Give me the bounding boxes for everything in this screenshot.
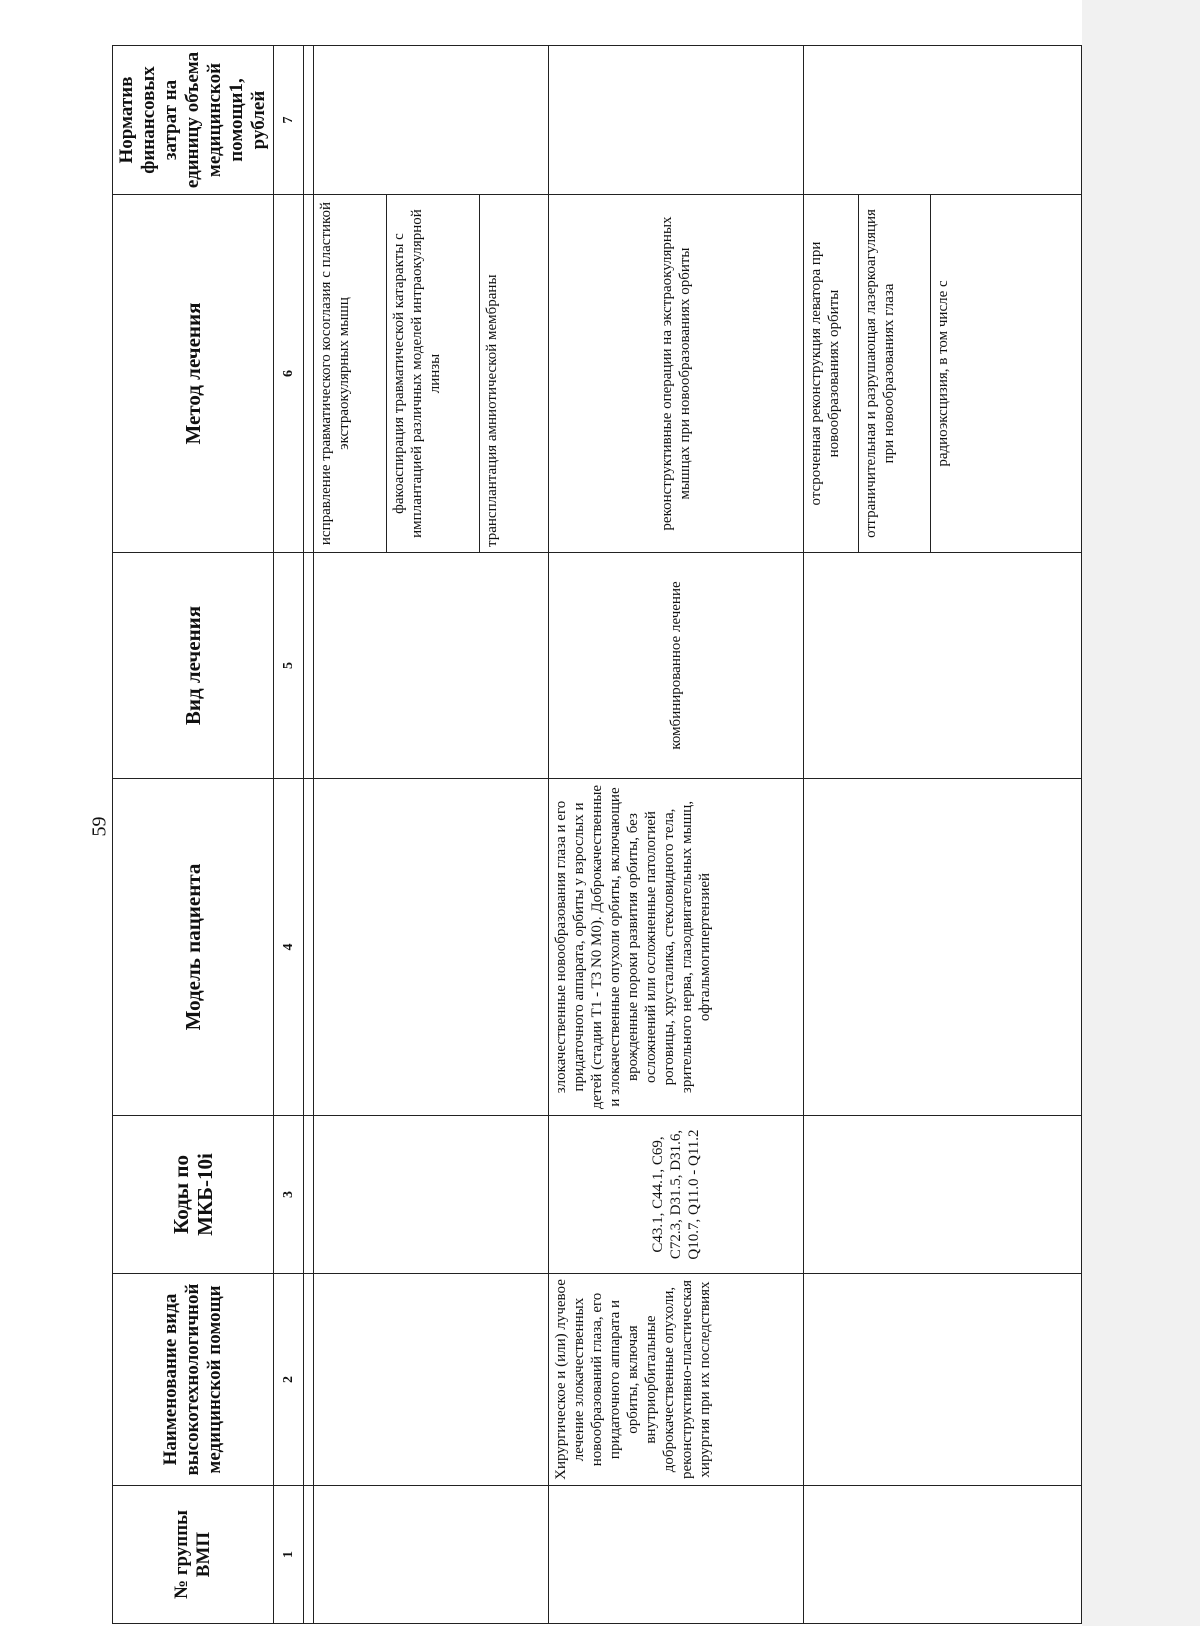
method-text: отграничительная и разрушающая лазеркоагуляция при новообразованиях глаза — [858, 195, 930, 552]
col-number: 2 — [274, 1274, 304, 1486]
col-header-method: Метод лечения — [113, 195, 274, 553]
method-text: исправление травматического косоглазия с пластикой экстраокулярных мышц — [318, 201, 352, 546]
icd-codes-cell: C43.1, C44.1, C69, C72.3, D31.5, D31.6, Q10.7, Q11.0 - Q11.2 — [549, 1116, 804, 1274]
method-text: факоаспирация травматической катаракты с имплантацией различных моделей интраокулярной линзы — [386, 195, 479, 552]
table-row — [804, 46, 1082, 1624]
col-number: 4 — [274, 779, 304, 1116]
treatment-type-cell: комбинированное лечение — [549, 553, 804, 779]
col-header-type: Вид лечения — [113, 553, 274, 779]
method-text: радиоэксцизия, в том числе с — [930, 195, 1081, 552]
spacer-row — [304, 46, 314, 1624]
method-cell: реконструктивные операции на экстраокулярных мышцах при новообразованиях орбиты — [549, 195, 804, 553]
column-number-row — [274, 46, 304, 1624]
col-header-norm: Норматив финансовых затрат на единицу объема медицинской помощи1, рублей — [113, 46, 274, 195]
table-row — [314, 46, 549, 1624]
method-cell-group-3 — [804, 195, 1082, 553]
patient-model-cell: злокачественные новообразования глаза и его придаточного аппарата, орбиты у взрослых и детей (стадии T1 - T3 N0 M0). Доброкачественные и злокачественные опухоли орбиты, включающие врожденные пороки развития орбиты, без осложнений или осложненные патологией роговицы, хрусталика, стекловидного тела, зрительного нерва, глазодвигательных мышц, офтальмогипертензией — [549, 779, 804, 1116]
col-number: 1 — [274, 1486, 304, 1624]
col-header-group: № группы ВМП — [113, 1486, 274, 1624]
col-number: 3 — [274, 1116, 304, 1274]
col-number: 6 — [274, 195, 304, 553]
col-number: 5 — [274, 553, 304, 779]
col-header-codes: Коды по МКБ-10i — [113, 1116, 274, 1274]
col-number: 7 — [274, 46, 304, 195]
method-text: трансплантация амниотической мембраны — [479, 195, 548, 552]
method-cell-group-1 — [314, 195, 549, 553]
page-number: 59 — [88, 816, 111, 837]
rotated-table-sheet — [112, 46, 1082, 1624]
vmp-name-cell: Хирургическое и (или) лучевое лечение злокачественных новообразований глаза, его придаточного аппарата и орбиты, включая внутриорбитальные доброкачественные опухоли, реконструктивно-пластическая хирургия при их последствиях — [549, 1274, 804, 1486]
vmp-table — [112, 45, 1082, 1624]
page-gutter — [1082, 0, 1200, 1626]
table-row — [549, 46, 804, 1624]
col-header-name: Наименование вида высокотехнологичной медицинской помощи — [113, 1274, 274, 1486]
col-header-model: Модель пациента — [113, 779, 274, 1116]
header-row — [113, 46, 274, 1624]
method-text: отсроченная реконструкция леватора при новообразованиях орбиты — [808, 241, 842, 506]
